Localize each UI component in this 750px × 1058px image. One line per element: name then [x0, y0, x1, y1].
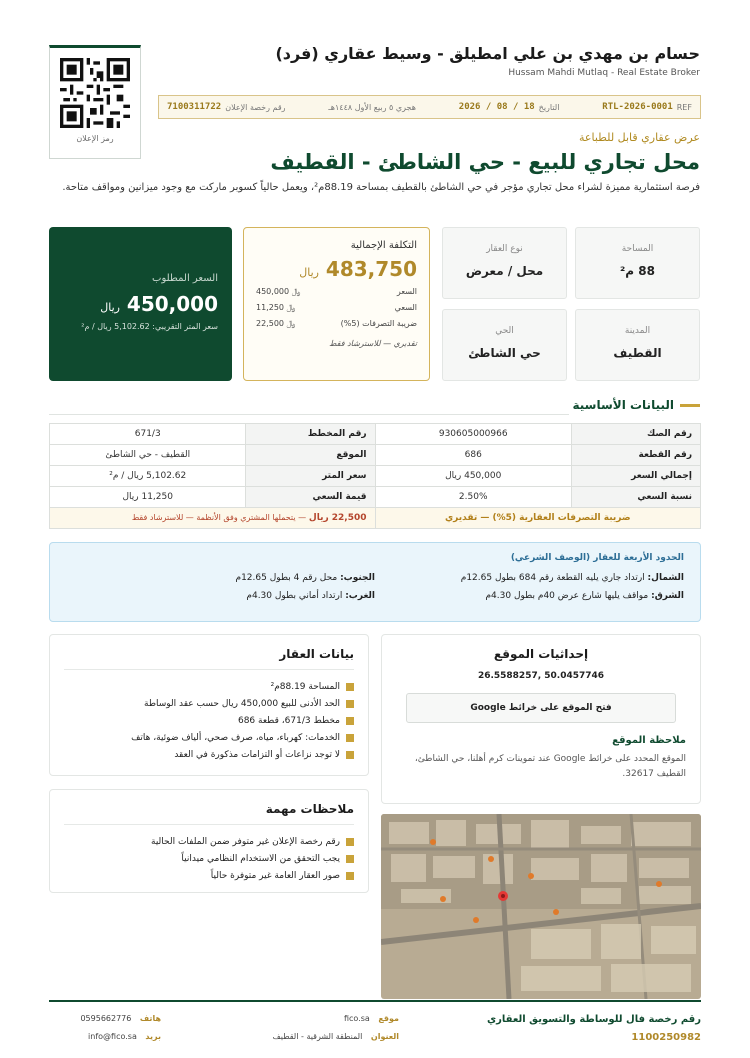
coordinates: 26.5588257, 50.0457746: [477, 671, 605, 681]
table-key: نسبة السعي: [571, 487, 700, 508]
info-card-area: [575, 227, 700, 299]
boundary-south: [66, 573, 375, 583]
table-value: 11,250 ريال: [50, 487, 246, 508]
table-value: 671/3: [50, 424, 246, 445]
list-item: [64, 678, 354, 695]
fal-license-label: رقم رخصة فال للوساطة والتسويق العقاري: [487, 1014, 701, 1025]
boundary-label: الشرق:: [651, 591, 684, 601]
cost-row-amount: 22,500 ﷼: [256, 319, 296, 328]
total-cost-amount: 483,750: [325, 257, 417, 281]
location-card-title: إحداثيات الموقع: [493, 647, 589, 661]
divider: [49, 414, 569, 415]
map-pin-icon: [498, 891, 508, 901]
total-cost-label: التكلفة الإجمالية: [350, 240, 417, 251]
list-item: [64, 746, 354, 763]
info-card-value: 88 م²: [620, 264, 655, 278]
footer-site: [344, 1014, 399, 1023]
basic-data-table: [49, 423, 701, 529]
cost-row: [256, 303, 417, 313]
ad-license-label: رقم رخصة الإعلان: [225, 102, 286, 112]
footer-divider: [49, 1000, 701, 1002]
ref-group: [602, 102, 692, 112]
list-item-text: لا توجد نزاعات أو التزامات مذكورة في العقد: [174, 749, 340, 760]
footer-mail: [88, 1032, 161, 1041]
satellite-map[interactable]: [381, 814, 701, 999]
list-item: [64, 867, 354, 884]
ref-label: REF: [676, 102, 692, 112]
footer-site-value[interactable]: fico.sa: [343, 1014, 370, 1023]
boundary-label: الغرب:: [345, 591, 375, 601]
info-card-label: الحي: [495, 326, 514, 336]
bullet-icon: [346, 717, 354, 725]
table-key: سعر المتر: [246, 466, 375, 487]
total-cost-card: [243, 227, 430, 381]
total-cost-value: [256, 257, 417, 281]
table-key: قيمة السعي: [246, 487, 375, 508]
table-key: الموقع: [246, 445, 375, 466]
boundary-text: ارتداد جاري يليه القطعة رقم 684 بطول 12.65م: [460, 573, 645, 583]
price-per-meter: سعر المتر التقريبي: 5,102.62 ريال / م²: [81, 322, 218, 331]
date-value: 2026 / 08 / 18: [458, 102, 535, 112]
ref-value: RTL-2026-0001: [602, 102, 673, 112]
basic-data-heading: [572, 398, 700, 412]
reference-bar: [158, 95, 701, 119]
divider: [64, 669, 354, 670]
basic-data-title: البيانات الأساسية: [572, 398, 674, 412]
footer: [49, 1008, 701, 1048]
info-card-type: [442, 227, 567, 299]
table-key: رقم الصك: [571, 424, 700, 445]
tax-amount: 22,500 ريال: [308, 513, 367, 523]
list-item: [64, 729, 354, 746]
list-item: [64, 695, 354, 712]
boundaries-grid: [66, 573, 684, 601]
boundary-text: محل رقم 4 بطول 12.65م: [235, 573, 338, 583]
info-card-district: [442, 309, 567, 381]
license-group: [167, 102, 286, 112]
open-google-maps-button[interactable]: فتح الموقع على خرائط Google: [406, 693, 676, 723]
bullet-icon: [346, 734, 354, 742]
bullet-icon: [346, 700, 354, 708]
cost-row-label: السعي: [394, 303, 417, 312]
boundary-label: الجنوب:: [340, 573, 375, 583]
table-key: رقم المخطط: [246, 424, 375, 445]
list-item-text: صور العقار العامة غير متوفرة حالياً: [210, 870, 340, 881]
table-key: إجمالي السعر: [571, 466, 700, 487]
property-list: [64, 678, 354, 763]
broker-name-ar: حسام بن مهدي بن علي امطيلق - وسيط عقاري (فرد): [275, 44, 700, 63]
footer-site-label: موقع: [378, 1014, 399, 1023]
satellite-map-image: [381, 814, 701, 999]
list-item: [64, 833, 354, 850]
boundary-text: ارتداد أماني بطول 4.30م: [246, 591, 343, 601]
broker-name-en: Hussam Mahdi Mutlaq - Real Estate Broker: [508, 68, 700, 78]
location-note-title: ملاحظة الموقع: [612, 735, 686, 746]
cost-row-amount: 450,000 ﷼: [256, 287, 301, 296]
boundaries-box: [49, 542, 701, 622]
boundary-label: الشمال:: [647, 573, 684, 583]
table-key: رقم القطعة: [571, 445, 700, 466]
notes-card: [49, 789, 369, 893]
info-card-city: [575, 309, 700, 381]
info-card-label: المساحة: [621, 244, 654, 254]
divider: [64, 824, 354, 825]
total-cost-currency: ريال: [299, 266, 319, 279]
location-card: [381, 634, 701, 804]
property-card-title: بيانات العقار: [279, 647, 354, 661]
hijri-date: هجري ٥ ربيع الأول ١٤٤٨هـ: [328, 102, 416, 112]
boundary-west: [66, 591, 375, 601]
table-value: 930605000966: [375, 424, 571, 445]
footer-address-label: العنوان: [370, 1032, 399, 1041]
info-card-label: المدينة: [624, 326, 651, 336]
table-row: [50, 466, 701, 487]
bullet-icon: [346, 751, 354, 759]
listing-description: فرصة استثمارية مميزة لشراء محل تجاري مؤجر في حي الشاطئ بالقطيف بمساحة 88.19م²، ويعمل حالياً كسوبر ماركت مع وجود ميزانين ومواقف متاحة.: [62, 182, 700, 193]
cost-note: تقديري — للاسترشاد فقط: [329, 339, 417, 348]
date-label: التاريخ: [538, 102, 560, 112]
qr-label: رمز الإعلان: [76, 134, 114, 143]
tax-note: — يتحملها المشتري وفق الأنظمة — للاسترشاد فقط: [131, 513, 307, 522]
info-card-value: حي الشاطئ: [468, 346, 541, 360]
table-row: [50, 445, 701, 466]
property-card: [49, 634, 369, 776]
table-value: 450,000 ريال: [375, 466, 571, 487]
list-item: [64, 850, 354, 867]
boundary-east: [375, 591, 684, 601]
table-row: [50, 424, 701, 445]
asking-price-value: [59, 292, 218, 316]
table-value: 686: [375, 445, 571, 466]
asking-price-label: السعر المطلوب: [152, 273, 218, 284]
fal-license-number: 1100250982: [631, 1032, 701, 1043]
footer-phone-label: هاتف: [139, 1014, 161, 1023]
list-item-text: رقم رخصة الإعلان غير متوفر ضمن الملفات الحالية: [151, 836, 340, 847]
boundary-text: مواقف يليها شارع عرض 40م بطول 4.30م: [485, 591, 649, 601]
bullet-icon: [346, 872, 354, 880]
table-value: القطيف - حي الشاطئ: [50, 445, 246, 466]
location-note-body: الموقع المحدد على خرائط Google عند تموينات كرم أهلنا، حي الشاطئ، القطيف 32617.: [414, 754, 686, 779]
tax-value-cell: [50, 508, 376, 529]
footer-phone: [80, 1014, 161, 1023]
list-item-text: مخطط 671/3، قطعة 686: [237, 715, 340, 726]
bullet-icon: [346, 855, 354, 863]
cost-row: [256, 287, 417, 297]
cost-row: [256, 319, 417, 329]
cost-row-label: ضريبة التصرفات (5%): [340, 319, 417, 328]
asking-price-currency: ريال: [100, 301, 120, 314]
info-card-value: القطيف: [613, 346, 662, 360]
list-item-text: الحد الأدنى للبيع 450,000 ريال حسب عقد الوساطة: [144, 698, 340, 709]
list-item-text: الخدمات: كهرباء، مياه، صرف صحي، ألياف ضوئية، هاتف: [131, 732, 340, 743]
list-item-text: يجب التحقق من الاستخدام النظامي ميدانياً: [181, 853, 340, 864]
table-value: 5,102.62 ريال / م²: [50, 466, 246, 487]
cost-row-amount: 11,250 ﷼: [256, 303, 296, 312]
notes-list: [64, 833, 354, 884]
asking-price-amount: 450,000: [126, 292, 218, 316]
ad-license-number: 7100311722: [167, 102, 222, 112]
asking-price-card: [49, 227, 232, 381]
footer-mail-value[interactable]: info@fico.sa: [88, 1032, 137, 1041]
tax-row: [50, 508, 701, 529]
table-value: 2.50%: [375, 487, 571, 508]
footer-phone-value[interactable]: 0595662776: [80, 1014, 132, 1023]
boundary-north: [375, 573, 684, 583]
list-item-text: المساحة 88.19م²: [270, 681, 340, 692]
tax-label: ضريبة التصرفات العقارية (5%) — تقديري: [375, 508, 700, 529]
bullet-icon: [346, 838, 354, 846]
qr-code-box: [49, 45, 141, 159]
listing-title: محل تجاري للبيع - حي الشاطئ - القطيف: [270, 150, 700, 174]
qr-code-icon: [60, 58, 130, 128]
print-tag: عرض عقاري قابل للطباعة: [579, 131, 700, 144]
footer-address: [273, 1032, 400, 1041]
info-card-label: نوع العقار: [486, 244, 523, 254]
cost-row-label: السعر: [396, 287, 417, 296]
list-item: [64, 712, 354, 729]
notes-card-title: ملاحظات مهمة: [265, 802, 354, 816]
table-row: [50, 487, 701, 508]
footer-address-value: المنطقة الشرقية - القطيف: [272, 1032, 363, 1041]
boundaries-title: الحدود الأربعة للعقار (الوصف الشرعي): [510, 553, 684, 563]
info-card-value: محل / معرض: [465, 264, 544, 278]
date-group: [459, 102, 560, 112]
footer-mail-label: بريد: [145, 1032, 161, 1041]
bullet-icon: [346, 683, 354, 691]
heading-accent: [680, 404, 700, 407]
